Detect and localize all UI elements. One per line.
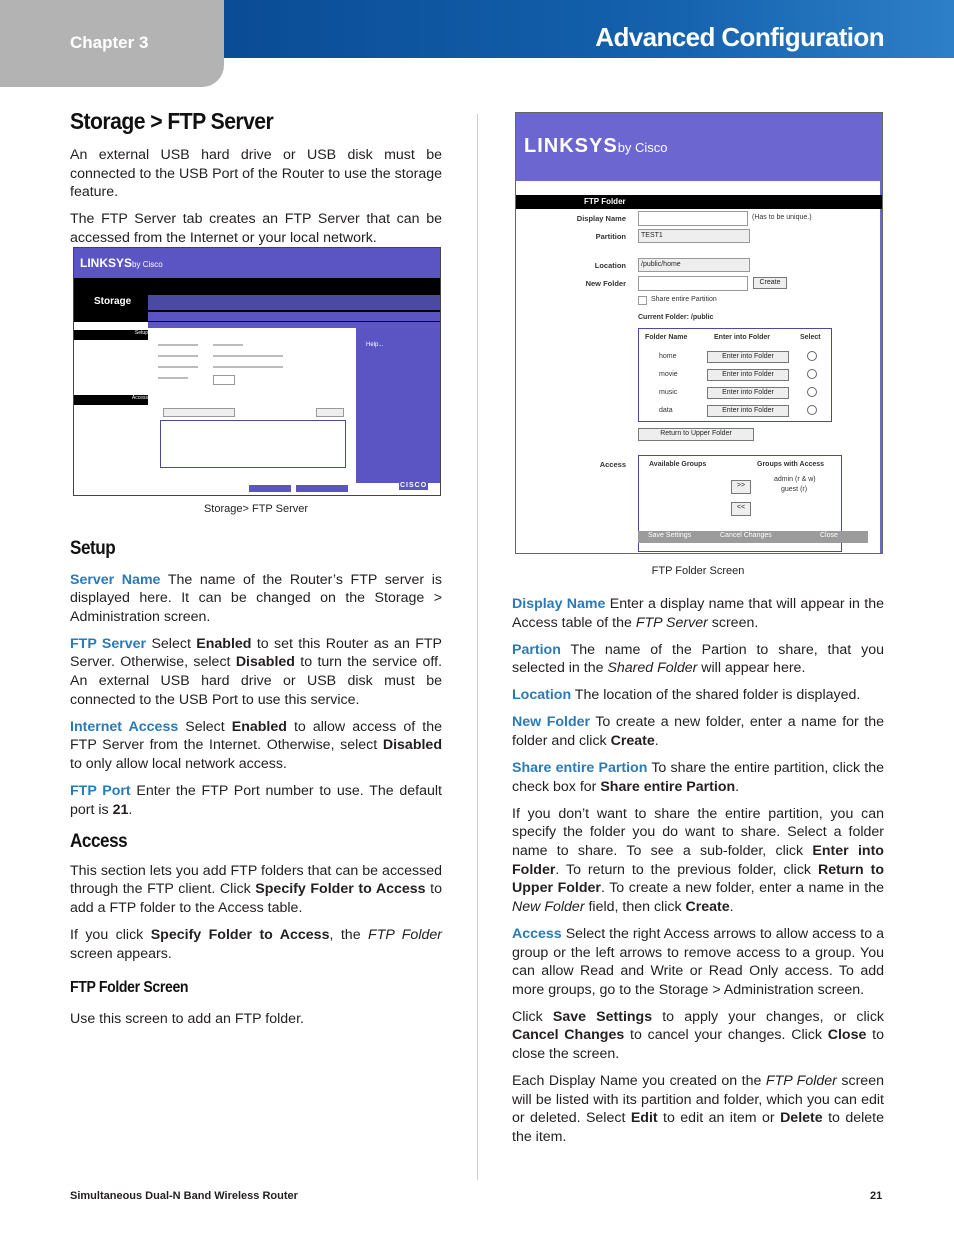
shot2-footer [638,531,868,543]
shot2-enter-button[interactable]: Enter into Folder [707,351,789,363]
figure2-caption: FTP Folder Screen [651,565,745,577]
shot2-groups-table: Available Groups Groups with Access admin (r & w) guest (r) >> << [638,455,842,552]
each-paragraph: Each Display Name you created on the FTP Folder screen will be listed with its partition and folder, which you can edit or deleted. Select Edit to edit an item or Delete to delete the item. [512,1073,884,1145]
access-heading: Access [70,831,128,853]
shot1-setup-bar: Setup [74,330,148,340]
shot2-location-label: Location [594,261,626,270]
access-paragraph: This section lets you add FTP folders that can be accessed through the FTP client. Click Specify Folder to Access to add a FTP folder to the Access table. [70,862,442,916]
shot1-access-table [160,420,346,468]
shot2-header [516,113,882,181]
ftp-server-paragraph: FTP Server Select Enabled to set this Router as an FTP Server. Otherwise, select Disabled to turn the service off. An external USB hard drive or USB disk must be connected to the USB Port to use this service. [70,635,443,708]
shot2-enter-button[interactable]: Enter into Folder [707,405,789,417]
section-title: Advanced Configuration [595,22,884,52]
shot1-tabs [148,295,440,310]
subfolder-paragraph: If you don’t want to share the entire partition, you can specify the folder you do want to share. Select a folder name to share. To see a sub-folder, click Enter into Folder. To return to the previous folder, click Return to Upper Folder. To create a new folder, enter a name in the New Folder field, then click Create. [512,805,884,915]
shot1-nav [74,278,440,322]
shot2-enter-button[interactable]: Enter into Folder [707,387,789,399]
intro-paragraph-2: The FTP Server tab creates an FTP Server that can be accessed from the Internet or your local network. [70,211,442,246]
shot2-title-bar: FTP Folder [516,195,882,209]
ftp-folder-paragraph: Use this screen to add an FTP folder. [70,1010,304,1027]
shot2-logo: LINKSYSby Cisco [524,135,668,157]
right-body [512,595,884,1155]
shot1-logo: LINKSYSby Cisco [80,256,163,270]
shot1-header [74,248,440,278]
ftp-port-paragraph: FTP Port Enter the FTP Port number to use. The default port is 21. [70,783,442,818]
shot1-access-bar: Access [74,395,148,405]
shot2-location-value: /public/home [638,258,750,272]
internet-access-paragraph: Internet Access Select Enabled to allow access of the FTP Server from the Internet. Otherwise, select Disabled to only allow local network access. [70,718,442,772]
share-paragraph: Share entire Partion To share the entire partition, click the check box for Share entire Partion. [512,760,885,795]
ftp-server-screenshot [73,247,441,496]
shot2-save-button[interactable]: Save Settings [648,532,692,539]
chapter-tab [0,0,224,87]
shot2-partition-label: Partition [595,232,626,241]
cisco-logo: CISCO [400,482,428,489]
ftp-folder-heading: FTP Folder Screen [70,979,189,997]
page-number: 21 [870,1190,883,1202]
server-name-paragraph: Server Name The name of the Router’s FTP server is displayed here. It can be changed on the Storage > Administration screen. [70,571,442,625]
shot2-new-folder-label: New Folder [585,279,626,288]
shot2-radio[interactable] [807,351,817,361]
location-paragraph: Location The location of the shared folder is displayed. [512,687,861,704]
new-folder-paragraph: New Folder To create a new folder, enter a name for the folder and click Create. [512,714,884,750]
save-paragraph: Click Save Settings to apply your changes, or click Cancel Changes to cancel your changes. Click Close to close the screen. [512,1008,885,1062]
if-click-paragraph: If you click Specify Folder to Access, the FTP Folder screen appears. [70,927,442,962]
page-title: Storage > FTP Server [70,108,274,134]
left-body [70,540,442,1037]
intro-paragraph-1: An external USB hard drive or USB disk must be connected to the USB Port of the Router to use the storage feature. [70,147,442,201]
figure1-caption: Storage> FTP Server [203,503,309,515]
shot2-return-button[interactable]: Return to Upper Folder [638,428,754,441]
shot2-add-arrow-button[interactable]: >> [731,480,751,494]
shot2-partition-value: TEST1 [638,229,750,243]
shot1-subtabs [148,312,440,321]
shot2-enter-button[interactable]: Enter into Folder [707,369,789,381]
shot2-share-label: Share entire Partition [651,296,717,303]
display-name-paragraph: Display Name Enter a display name that will appear in the Access table of the FTP Server screen. [512,596,884,631]
partion-paragraph: Partion The name of the Partion to share, that you selected in the Shared Folder will appear here. [512,641,884,677]
shot1-sidebar [74,322,148,495]
shot2-folder-table: Folder Name Enter into Folder Select home movie music data Enter into Folder Enter into Folder Enter into Folder Enter into Folder [638,328,832,422]
left-intro [70,146,442,256]
shot2-cancel-button[interactable]: Cancel Changes [720,532,772,539]
shot2-radio[interactable] [807,369,817,379]
column-divider [477,114,478,1180]
setup-heading: Setup [70,538,116,559]
ftp-folder-screenshot [515,112,883,554]
shot2-display-name-input[interactable] [638,211,748,226]
header-bar [224,0,954,58]
shot2-access-label: Access [599,460,626,469]
shot2-close-button[interactable]: Close [820,532,838,539]
shot1-storage-label: Storage [94,296,132,307]
shot1-footer [74,483,440,495]
footer-product: Simultaneous Dual-N Band Wireless Router [70,1190,298,1202]
shot2-create-button[interactable]: Create [753,277,787,289]
shot2-unique-hint: (Has to be unique.) [752,214,812,221]
shot1-help-panel: Help... [356,328,440,483]
shot2-display-name-label: Display Name [576,214,626,223]
shot2-new-folder-input[interactable] [638,276,748,291]
shot2-radio[interactable] [807,387,817,397]
shot2-current-folder: Current Folder: /public [638,314,714,321]
shot2-remove-arrow-button[interactable]: << [731,502,751,516]
access-paragraph: Access Select the right Access arrows to allow access to a group or the left arrows to remove access to a group. You can allow Read and Write or Read Only access. To add more groups, go to the Storage > Administration screen. [512,925,884,998]
chapter-label: Chapter 3 [70,33,149,52]
shot2-radio[interactable] [807,405,817,415]
shot2-share-checkbox[interactable] [638,296,647,305]
